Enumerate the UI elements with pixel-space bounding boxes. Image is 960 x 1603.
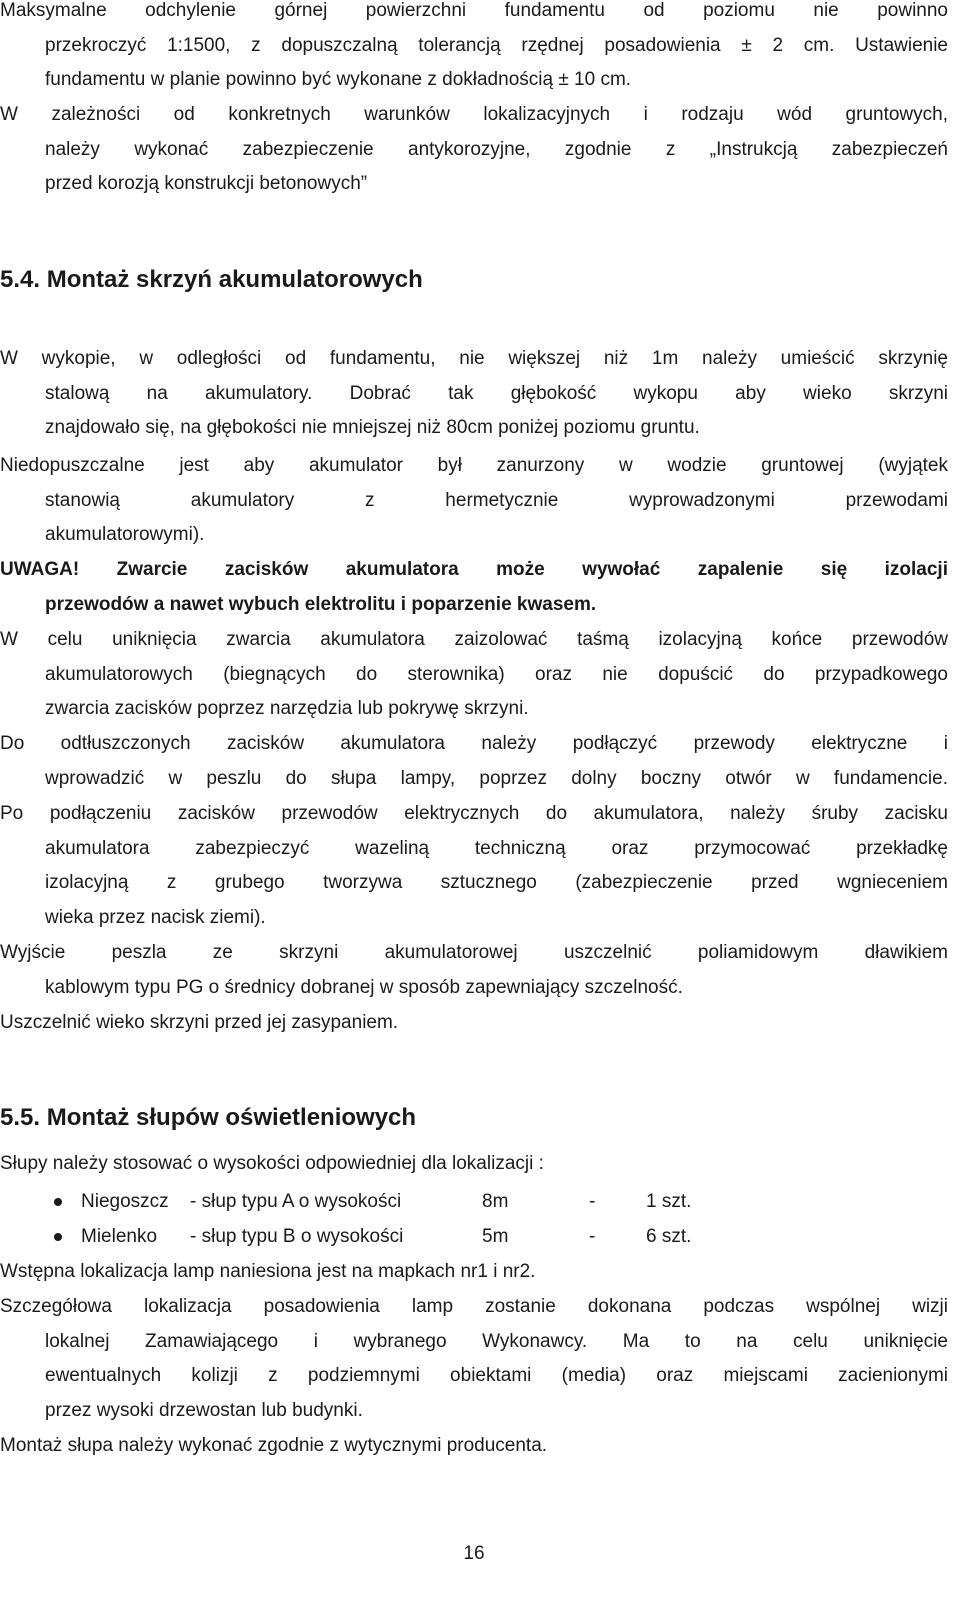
location-name: Mielenko <box>81 1226 158 1247</box>
text-line: zwarcia zacisków poprzez narzędzia lub pokrywę skrzyni. <box>45 698 529 720</box>
paragraph-insulation <box>0 623 948 727</box>
paragraph-excavation <box>0 342 948 446</box>
paragraph-wiring <box>0 727 948 796</box>
paragraph-corrosion-protection <box>0 98 948 202</box>
paragraph-gland-sealing <box>0 936 948 1005</box>
text-line: W wykopie, w odległości od fundamentu, nie większej niż 1m należy umieścić skrzynię <box>0 348 948 369</box>
paragraph-terminal-protection <box>0 797 948 936</box>
text-line: akumulatora zabezpieczyć wazeliną techniczną oraz przymocować przekładkę <box>45 837 948 859</box>
page-number: 16 <box>463 1543 485 1564</box>
bullet-icon <box>54 1233 62 1241</box>
list-dash: - <box>589 1191 596 1212</box>
text-line: znajdowało się, na głębokości nie mniejszej niż 80cm poniżej poziomu gruntu. <box>45 417 700 439</box>
text-line: izolacyjną z grubego tworzywa sztucznego (zabezpieczenie przed wgnieceniem <box>45 872 948 894</box>
section-heading-5-5: 5.5. Montaż słupów oświetleniowych <box>0 1104 417 1131</box>
text-line: wieka przez nacisk ziemi). <box>45 907 266 929</box>
text-line: wprowadzić w peszlu do słupa lampy, poprzez dolny boczny otwór w fundamencie. <box>45 767 948 789</box>
list-item <box>0 1219 948 1254</box>
text-line: W zależności od konkretnych warunków lokalizacyjnych i rodzaju wód gruntowych, <box>0 104 948 125</box>
text-line: Wyjście peszla ze skrzyni akumulatorowej uszczelnić poliamidowym dławikiem <box>0 942 948 963</box>
text-line: przez wysoki drzewostan lub budynki. <box>45 1400 363 1422</box>
pole-type: - słup typu B o wysokości <box>190 1226 404 1247</box>
warning-line: przewodów a nawet wybuch elektrolitu i poparzenie kwasem. <box>45 593 597 615</box>
pole-quantity: 1 szt. <box>646 1191 692 1212</box>
warning-line: UWAGA! Zwarcie zacisków akumulatora może wywołać zapalenie się izolacji <box>0 559 948 580</box>
text-line: Szczegółowa lokalizacja posadowienia lamp zostanie dokonana podczas wspólnej wizji <box>0 1296 948 1317</box>
section-heading-5-4: 5.4. Montaż skrzyń akumulatorowych <box>0 266 423 293</box>
text-line: stalową na akumulatory. Dobrać tak głębokość wykopu aby wieko skrzyni <box>45 382 948 404</box>
text-line: lokalnej Zamawiającego i wybranego Wykonawcy. Ma to na celu uniknięcie <box>45 1330 948 1352</box>
location-name: Niegoszcz <box>81 1191 169 1212</box>
paragraph-detailed-location <box>0 1290 948 1429</box>
pole-height: 5m <box>482 1226 509 1247</box>
text-line: Wstępna lokalizacja lamp naniesiona jest na mapkach nr1 i nr2. <box>0 1261 536 1282</box>
paragraph-mounting <box>0 1429 948 1464</box>
list-dash: - <box>589 1226 596 1247</box>
paragraph-pole-height <box>0 1147 948 1182</box>
text-line: Do odtłuszczonych zacisków akumulatora należy podłączyć przewody elektryczne i <box>0 733 948 754</box>
paragraph-lid-sealing <box>0 1006 948 1041</box>
pole-quantity: 6 szt. <box>646 1226 692 1247</box>
pole-type: - słup typu A o wysokości <box>190 1191 402 1212</box>
text-line: Maksymalne odchylenie górnej powierzchni fundamentu od poziomu nie powinno <box>0 0 948 21</box>
paragraph-foundation-tolerance <box>0 0 948 98</box>
text-line: stanowią akumulatory z hermetycznie wyprowadzonymi przewodami <box>45 489 948 511</box>
paragraph-preliminary-location <box>0 1255 948 1290</box>
text-line: ewentualnych kolizji z podziemnymi obiektami (media) oraz miejscami zacienionymi <box>45 1365 948 1387</box>
paragraph-groundwater <box>0 449 948 553</box>
text-line: W celu uniknięcia zwarcia akumulatora zaizolować taśmą izolacyjną końce przewodów <box>0 629 948 650</box>
pole-height: 8m <box>482 1191 509 1212</box>
text-line: przed korozją konstrukcji betonowych” <box>45 173 368 195</box>
text-line: Montaż słupa należy wykonać zgodnie z wytycznymi producenta. <box>0 1435 548 1456</box>
text-line: akumulatorowymi). <box>45 524 205 546</box>
text-line: przekroczyć 1:1500, z dopuszczalną tolerancją rzędnej posadowienia ± 2 cm. Ustawienie <box>45 34 948 56</box>
warning-paragraph <box>0 553 948 622</box>
text-line: Po podłączeniu zacisków przewodów elektrycznych do akumulatora, należy śruby zacisku <box>0 803 948 824</box>
text-line: fundamentu w planie powinno być wykonane z dokładnością ± 10 cm. <box>45 69 632 91</box>
text-line: należy wykonać zabezpieczenie antykorozyjne, zgodnie z „Instrukcją zabezpieczeń <box>45 138 948 160</box>
list-item <box>0 1184 948 1219</box>
text-line: Niedopuszczalne jest aby akumulator był zanurzony w wodzie gruntowej (wyjątek <box>0 455 948 476</box>
text-line: kablowym typu PG o średnicy dobranej w sposób zapewniający szczelność. <box>45 976 683 998</box>
text-line: Uszczelnić wieko skrzyni przed jej zasypaniem. <box>0 1012 399 1033</box>
text-line: Słupy należy stosować o wysokości odpowiedniej dla lokalizacji : <box>0 1153 544 1174</box>
bullet-icon <box>54 1198 62 1206</box>
text-line: akumulatorowych (biegnących do sterownika) oraz nie dopuścić do przypadkowego <box>45 663 948 685</box>
